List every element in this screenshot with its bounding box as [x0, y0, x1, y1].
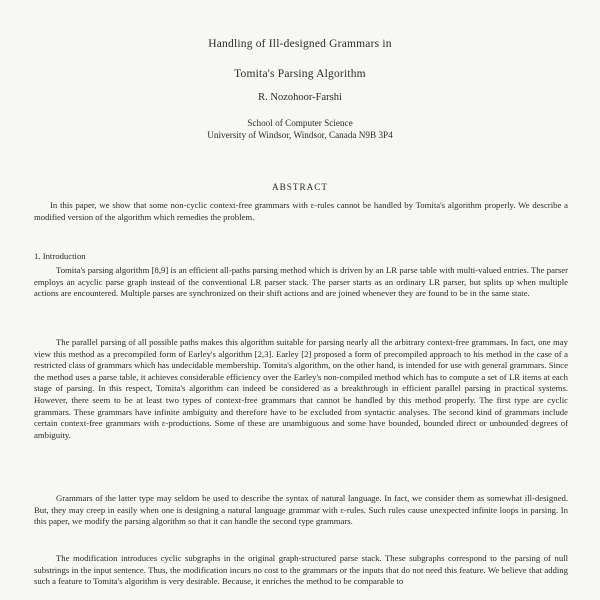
affiliation-university: University of Windsor, Windsor, Canada N9B 3P4: [207, 130, 393, 140]
paper-title-line-1: Handling of Ill-designed Grammars in: [208, 38, 392, 50]
affiliation-school: School of Computer Science: [247, 118, 353, 128]
abstract-heading: ABSTRACT: [272, 182, 328, 192]
author-name: R. Nozohoor-Farshi: [258, 92, 342, 103]
paragraph: The parallel parsing of all possible paths makes this algorithm suitable for parsing nearly all the arbitrary context-free grammars. In fact, one may view this method as a precompiled form of Earley's algorithm [2,3]. Earley [2] proposed a form of precompiled approach to his method in the case of a restricted class of grammars which has undecidable membership. Tomita's algorithm, on the other hand, is intended for use with general grammars. Since the method uses a parse table, it achieves considerable efficiency over the Earley's non-compiled method which has to compute a set of LR items at each stage of parsing. In this respect, Tomita's algorithm can indeed be considered as a breakthrough in efficient parallel parsing in practical systems. However, there seem to be at least two types of context-free grammars that cannot be handled by this method properly. The first type are cyclic grammars. These grammars have infinite ambiguity and therefore have to be excluded from syntactic analyses. The second kind of grammars include certain context-free grammars with ε-productions. Some of these are unambiguous and some have bounded, bounded direct or unbounded degrees of ambiguity.: [34, 337, 568, 440]
paper-title-line-2: Tomita's Parsing Algorithm: [234, 68, 366, 80]
paragraph: The modification introduces cyclic subgraphs in the original graph-structured parse stack. These subgraphs correspond to the parsing of null substrings in the input sentence. Thus, the modification incurs no cost to the grammars or the inputs that do not need this feature. We believe that adding such a feature to Tomita's algorithm is very desirable. Because, it enriches the method to be comparable to: [34, 553, 568, 587]
paragraph: Grammars of the latter type may seldom be used to describe the syntax of natural language. In fact, we consider them as somewhat ill-designed. But, they may creep in easily when one is designing a natural language grammar with ε-rules. Such rules cause unexpected infinite loops in parsing. In this paper, we modify the parsing algorithm so that it can handle the second type grammars.: [34, 493, 568, 527]
section-heading-introduction: 1. Introduction: [34, 251, 86, 261]
abstract-text: In this paper, we show that some non-cyclic context-free grammars with ε-rules cannot be handled by Tomita's algorithm properly. We describe a modified version of the algorithm which remedies the problem.: [34, 200, 568, 222]
paragraph: Tomita's parsing algorithm [8,9] is an efficient all-paths parsing method which is driven by an LR parse table with multi-valued entries. The parser employs an acyclic parse graph instead of the conventional LR parser stack. The parser starts as an ordinary LR parser, but splits up when multiple actions are encountered. Multiple parses are synchronized on their shift actions and are joined whenever they are found to be in the same state.: [34, 265, 568, 299]
